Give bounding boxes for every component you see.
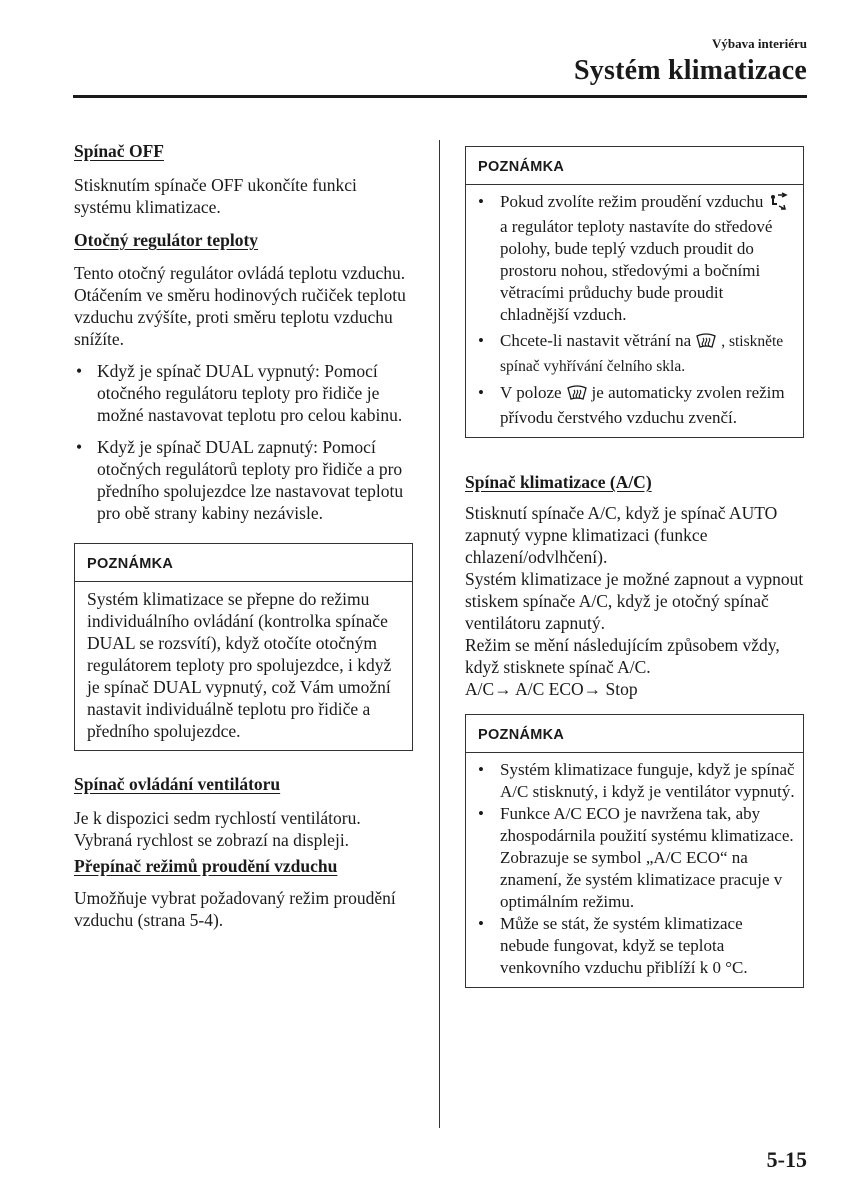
feet-and-vent-airflow-icon bbox=[767, 192, 789, 216]
list-item: • Systém klimatizace funguje, když je spínač A/C stisknutý, i když je ventilátor vypnutý. bbox=[476, 759, 795, 803]
temp-regulator-list bbox=[74, 360, 414, 524]
fan-control-heading: Spínač ovládání ventilátoru bbox=[74, 774, 281, 794]
list-item: • Chcete-li nastavit větrání na , stiskněte spínač vyhřívání čelního skla. bbox=[476, 330, 795, 378]
note-title: POZNÁMKA bbox=[466, 147, 803, 185]
list-item: • Pokud zvolíte režim proudění vzduchua regulátor teploty nastavíte do středové polohy, bude teplý vzduch proudit do prostoru nohou, středovými a bočními větracími průduchy bude proudit chladnější vzduch. bbox=[476, 191, 795, 326]
ac-switch-heading: Spínač klimatizace (A/C) bbox=[465, 472, 652, 492]
note-title: POZNÁMKA bbox=[75, 544, 412, 582]
temp-regulator-text: Tento otočný regulátor ovládá teplotu vzduchu. Otáčením ve směru hodinových ručiček teplotu vzduchu zvýšíte, proti směru teplotu vzduchu snížíte. bbox=[74, 263, 406, 349]
windshield-defroster-icon bbox=[695, 333, 717, 355]
ac-switch-text-1: Stisknutí spínače A/C, když je spínač AUTO zapnutý vypne klimatizaci (funkce chlazení/odvlhčení). bbox=[465, 503, 778, 567]
note-box-ac bbox=[465, 714, 804, 988]
off-switch-heading: Spínač OFF bbox=[74, 141, 164, 161]
list-item: • V poloze je automaticky zvolen režim přívodu čerstvého vzduchu zvenčí. bbox=[476, 382, 795, 429]
temp-regulator-heading: Otočný regulátor teploty bbox=[74, 230, 259, 250]
note-body bbox=[466, 185, 803, 437]
section-label: Výbava interiéru bbox=[712, 36, 807, 51]
column-divider bbox=[439, 140, 440, 1128]
left-column bbox=[74, 140, 414, 931]
page-title: Systém klimatizace bbox=[574, 55, 807, 86]
airflow-mode-text: Umožňuje vybrat požadovaný režim proudění vzduchu (strana 5-4). bbox=[74, 888, 396, 930]
off-switch-text: Stisknutím spínače OFF ukončíte funkci systému klimatizace. bbox=[74, 175, 357, 217]
list-item: • Když je spínač DUAL vypnutý: Pomocí otočného regulátoru teploty pro řidiče je možné nastavovat teplotu pro celou kabinu. bbox=[74, 360, 414, 426]
header-rule bbox=[73, 95, 807, 98]
list-item: • Funkce A/C ECO je navržena tak, aby zhospodárnila použití systému klimatizace. Zobrazuje se symbol „A/C ECO“ na znamení, že systém klimatizace pracuje v optimálním režimu. bbox=[476, 803, 795, 913]
note-box-airflow bbox=[465, 146, 804, 438]
windshield-defroster-icon bbox=[566, 385, 588, 407]
note-title: POZNÁMKA bbox=[466, 715, 803, 753]
list-item: • Může se stát, že systém klimatizace nebude fungovat, když se teplota venkovního vzduchu přiblíží k 0 °C. bbox=[476, 913, 795, 979]
list-item: • Když je spínač DUAL zapnutý: Pomocí otočných regulátorů teploty pro řidiče a pro předního spolujezdce lze nastavovat teplotu pro obě strany kabiny nezávisle. bbox=[74, 436, 414, 524]
page-number: 5-15 bbox=[766, 1147, 807, 1172]
ac-switch-text-3: Režim se mění následujícím způsobem vždy, když stisknete spínač A/C. bbox=[465, 635, 780, 677]
airflow-mode-heading: Přepínač režimů proudění vzduchu bbox=[74, 856, 338, 876]
right-column bbox=[465, 146, 805, 988]
note-box-dual bbox=[74, 543, 413, 751]
note-text: Systém klimatizace se přepne do režimu individuálního ovládání (kontrolka spínače DUAL se rozsvítí), když otočíte otočným regulátorem teploty pro spolujezdce, i když je spínač DUAL vypnutý, což Vám umožní nastavit individuálně teplotu pro řidiče a předního spolujezdce. bbox=[87, 589, 392, 741]
note-body bbox=[466, 753, 803, 987]
ac-switch-text-2: Systém klimatizace je možné zapnout a vypnout stiskem spínače A/C, když je otočný spínač ventilátoru zapnutý. bbox=[465, 569, 804, 633]
ac-mode-sequence: A/C→ A/C ECO→ Stop bbox=[465, 679, 638, 699]
fan-control-text: Je k dispozici sedm rychlostí ventilátoru. Vybraná rychlost se zobrazí na displeji. bbox=[74, 808, 361, 850]
